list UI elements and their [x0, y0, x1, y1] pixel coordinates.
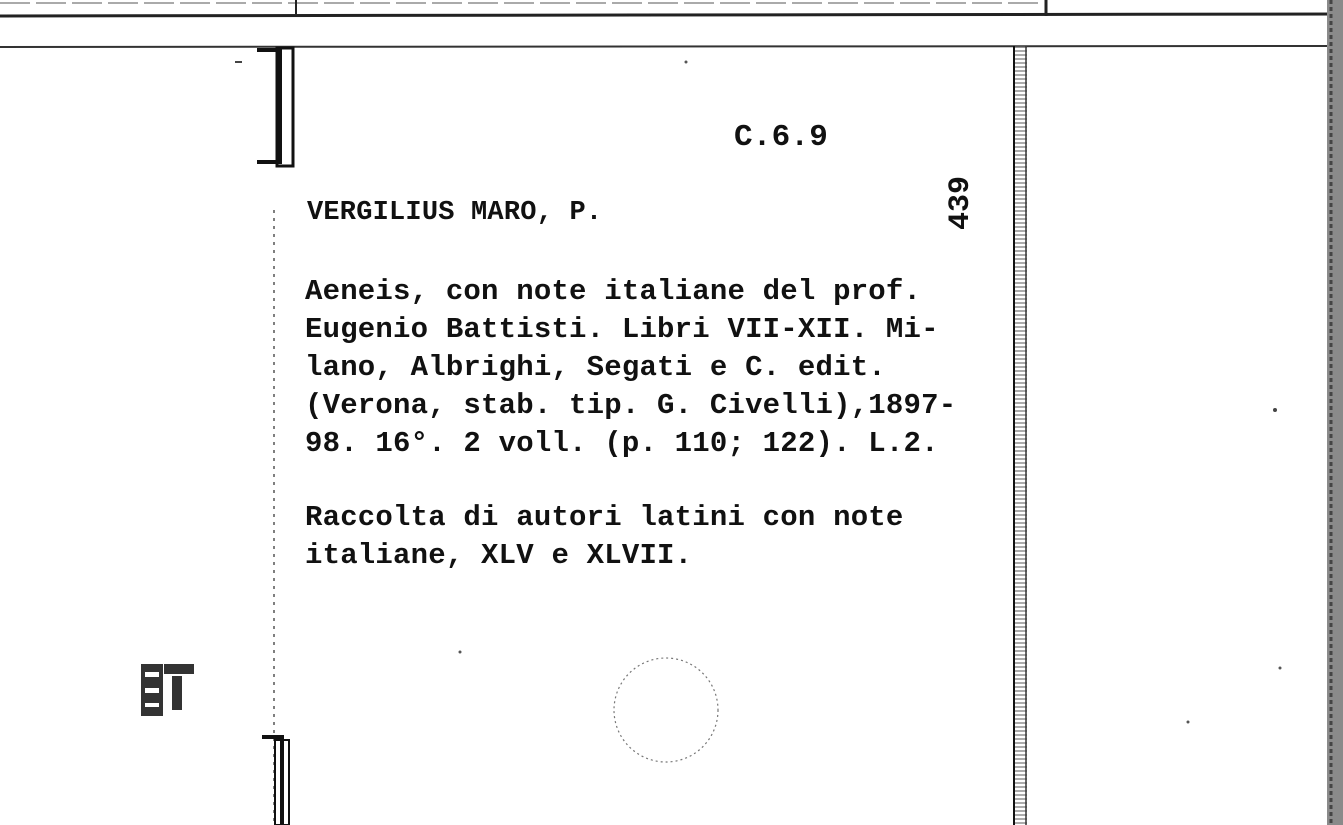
description-line: 98. 16°. 2 voll. (p. 110; 122). L.2. [305, 427, 939, 460]
shelfmark: C.6.9 [734, 120, 829, 155]
author-heading: VERGILIUS MARO, P. [307, 198, 603, 228]
series-line: Raccolta di autori latini con note [305, 501, 904, 534]
accession-number: 439 [944, 175, 978, 230]
punch-hole-icon [614, 658, 718, 762]
description-line: lano, Albrighi, Segati e C. edit. [305, 351, 886, 384]
description-line: Eugenio Battisti. Libri VII-XII. Mi- [305, 313, 939, 346]
stamp-mark-icon [141, 664, 194, 716]
series-line: italiane, XLV e XLVII. [305, 539, 693, 572]
description-line: Aeneis, con note italiane del prof. [305, 275, 922, 308]
description-line: (Verona, stab. tip. G. Civelli),1897- [305, 389, 957, 422]
